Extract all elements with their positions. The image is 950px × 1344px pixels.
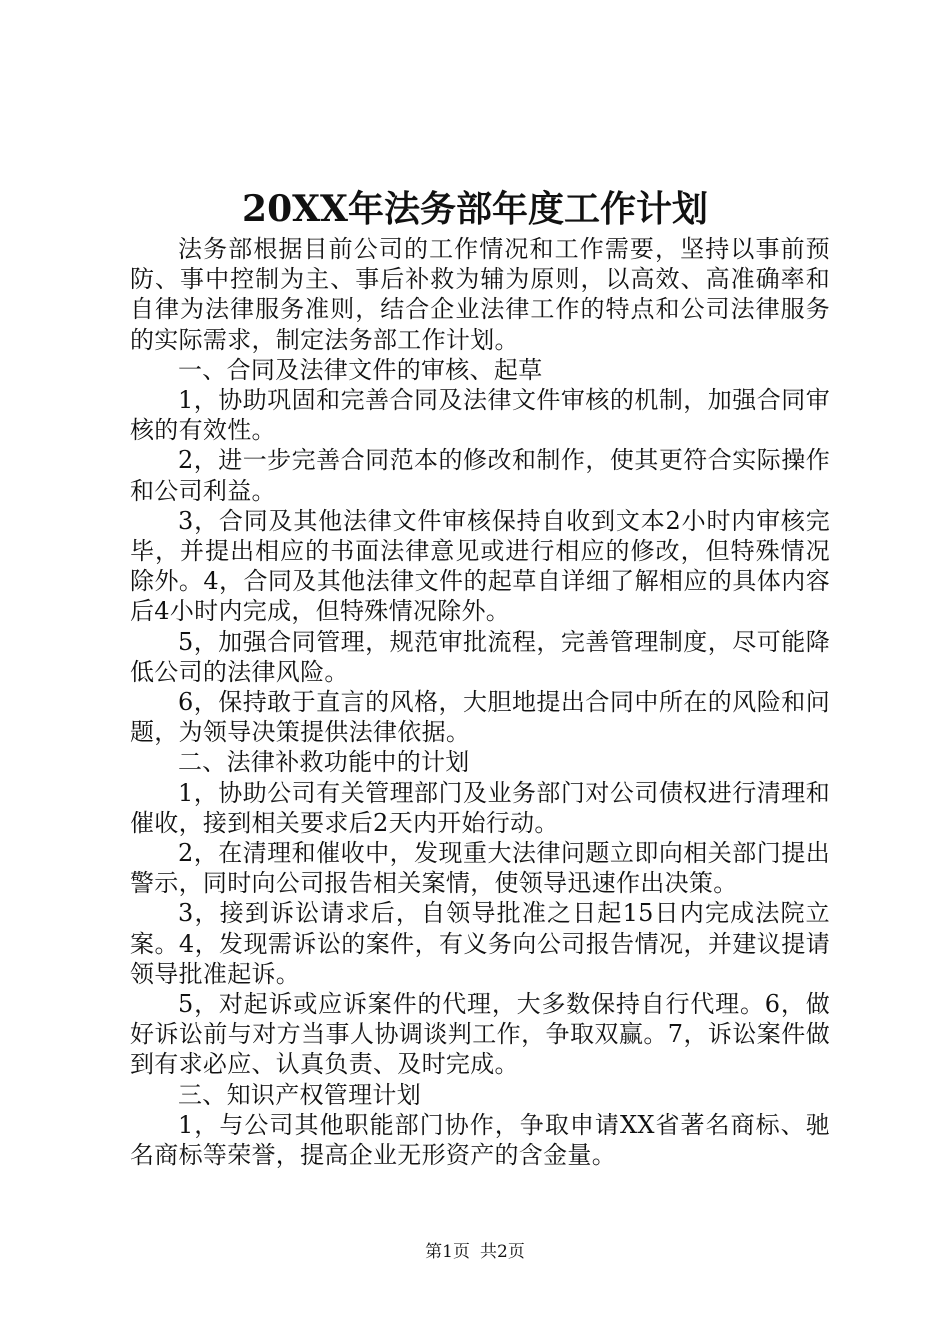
paragraph-item: 3，合同及其他法律文件审核保持自收到文本2小时内审核完毕，并提出相应的书面法律意见或进行相应的修改，但特殊情况除外。4，合同及其他法律文件的起草自详细了解相应的具体内容后4小时内完成，但特殊情况除外。 [130, 506, 830, 626]
paragraph-intro: 法务部根据目前公司的工作情况和工作需要，坚持以事前预防、事中控制为主、事后补救为辅为原则，以高效、高准确率和自律为法律服务准则，结合企业法律工作的特点和公司法律服务的实际需求，制定法务部工作计划。 [130, 235, 830, 354]
paragraph-item: 5，加强合同管理，规范审批流程，完善管理制度，尽可能降低公司的法律风险。 [130, 627, 830, 686]
paragraph-item: 3，接到诉讼请求后，自领导批准之日起15日内完成法院立案。4，发现需诉讼的案件，有义务向公司报告情况，并建议提请领导批准起诉。 [130, 899, 830, 988]
paragraph-item: 2，进一步完善合同范本的修改和制作，使其更符合实际操作和公司利益。 [130, 446, 830, 505]
document-title: 20XX年法务部年度工作计划 [242, 188, 708, 230]
paragraph-item: 2，在清理和催收中，发现重大法律问题立即向相关部门提出警示，同时向公司报告相关案情，使领导迅速作出决策。 [130, 839, 830, 898]
paragraph-item: 6，保持敢于直言的风格，大胆地提出合同中所在的风险和问题，为领导决策提供法律依据。 [130, 688, 830, 747]
section-heading-2: 二、法律补救功能中的计划 [178, 748, 470, 777]
document-body [130, 234, 830, 1170]
paragraph-item: 1，协助巩固和完善合同及法律文件审核的机制，加强合同审核的有效性。 [130, 386, 830, 445]
section-heading-1: 一、合同及法律文件的审核、起草 [178, 355, 543, 384]
paragraph-item: 5，对起诉或应诉案件的代理，大多数保持自行代理。6，做好诉讼前与对方当事人协调谈判工作，争取双赢。7，诉讼案件做到有求必应、认真负责、及时完成。 [130, 990, 830, 1079]
paragraph-item: 1，与公司其他职能部门协作，争取申请XX省著名商标、驰名商标等荣誉，提高企业无形资产的含金量。 [130, 1110, 830, 1170]
page-number: 第1页 [425, 1242, 470, 1262]
page-total: 共2页 [480, 1242, 525, 1262]
paragraph-item: 1，协助公司有关管理部门及业务部门对公司债权进行清理和催收，接到相关要求后2天内开始行动。 [130, 778, 830, 837]
section-heading-3: 三、知识产权管理计划 [178, 1080, 421, 1109]
page-footer [0, 1240, 950, 1264]
